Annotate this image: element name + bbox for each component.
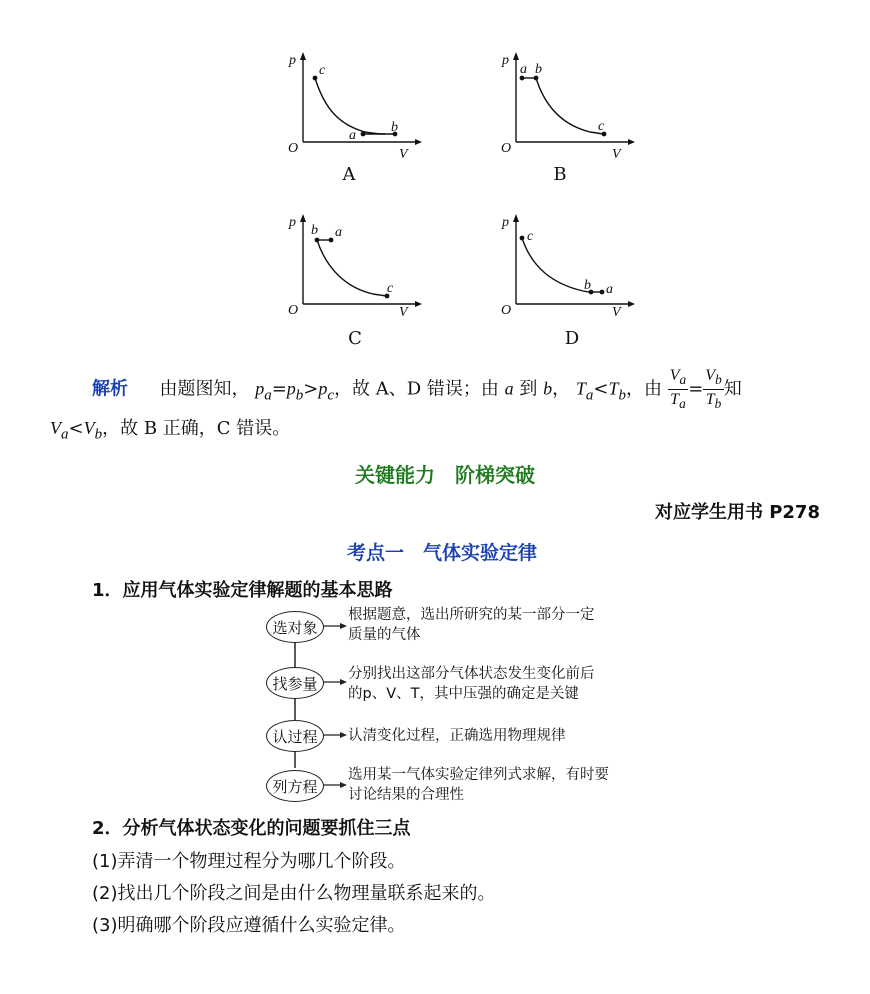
axis-p-label: p (289, 53, 296, 68)
item-2-title: 2．分析气体状态变化的问题要抓住三点 (92, 818, 411, 839)
origin-label: O (288, 303, 299, 318)
var-a: a (504, 378, 514, 399)
topic-title: 考点一 气体实验定律 (347, 542, 538, 564)
fraction-vb-tb: $\frac{V_b}{T_b}$ (705, 367, 722, 412)
axis-v-label: V (399, 147, 408, 162)
list-item: (3)明确哪个阶段应遵循什么实验定律。 (92, 915, 406, 936)
sub-a: a (61, 426, 69, 443)
gt-sign: > (303, 378, 319, 400)
origin-label: O (501, 303, 512, 318)
eq-sign: = (271, 378, 287, 400)
flow-step-identify-process: 认过程 (266, 720, 324, 752)
point-label-b: b (535, 62, 542, 77)
point-label-c: c (387, 281, 394, 296)
point-label-c: c (319, 63, 326, 78)
lt-sign: < (593, 378, 609, 400)
axis-v-label: V (399, 305, 408, 320)
graph-c-label: C (348, 328, 362, 349)
var-b: b (543, 378, 553, 399)
section-title: 关键能力 阶梯突破 (355, 463, 535, 487)
var-p: p (318, 378, 328, 399)
flow-desc-4: 选用某一气体实验定律列式求解，有时要 讨论结果的合理性 (348, 767, 609, 803)
flow-desc-2: 分别找出这部分气体状态发生变化前后 的p、V、T，其中压强的确定是关键 (348, 666, 595, 702)
graph-b-label: B (553, 164, 567, 185)
analysis-text: 由题图知， (159, 378, 250, 400)
point-label-a: a (335, 225, 342, 240)
sub-b: b (618, 387, 626, 404)
flow-desc-1: 根据题意，选出所研究的某一部分一定 质量的气体 (348, 607, 595, 643)
graph-a-label: A (342, 164, 356, 185)
list-item: (2)找出几个阶段之间是由什么物理量联系起来的。 (92, 883, 496, 904)
flow-step-find-params: 找参量 (266, 667, 324, 699)
var-p: p (286, 378, 296, 399)
list-item: (1)弄清一个物理过程分为哪几个阶段。 (92, 851, 406, 872)
graph-c (285, 212, 435, 342)
point-label-a: a (349, 128, 356, 143)
axis-p-label: p (502, 215, 509, 230)
var-t: T (575, 378, 586, 399)
lt-sign: < (68, 418, 84, 439)
analysis-text: ， (552, 378, 571, 400)
var-v: V (83, 418, 95, 438)
graph-d (498, 212, 648, 342)
sub-b: b (94, 426, 103, 443)
point-label-a: a (520, 62, 527, 77)
flow-step-select-object: 选对象 (266, 611, 324, 643)
axis-v-label: V (612, 147, 621, 162)
axis-p-label: p (502, 53, 509, 68)
var-p: p (255, 378, 265, 399)
sub-a: a (585, 387, 594, 404)
analysis-line-2 (50, 414, 290, 449)
analysis-text: 知 (723, 378, 742, 400)
analysis-label: 解析 (92, 378, 128, 400)
graph-b (498, 50, 648, 180)
graph-a (285, 50, 435, 180)
var-v: V (50, 418, 61, 438)
axis-v-label: V (612, 305, 621, 320)
book-reference: 对应学生用书 P278 (654, 502, 820, 523)
flow-step-write-equation: 列方程 (266, 770, 324, 802)
analysis-text: ，故 B 正确，C 错误。 (102, 418, 291, 439)
point-label-b: b (584, 278, 591, 293)
point-label-a: a (606, 282, 613, 297)
origin-label: O (501, 141, 512, 156)
sub-a: a (264, 387, 272, 404)
point-label-b: b (391, 120, 398, 135)
analysis-text: ，由 (626, 378, 662, 400)
item-1-title: 1．应用气体实验定律解题的基本思路 (92, 580, 393, 601)
fraction-va-ta: $\frac{V_a}{T_a}$ (669, 367, 687, 412)
axis-p-label: p (289, 215, 296, 230)
var-t: T (608, 378, 619, 399)
point-label-b: b (311, 223, 318, 238)
analysis-line-1 (92, 366, 832, 413)
point-label-c: c (598, 119, 605, 134)
eq-sign: = (688, 378, 704, 400)
sub-b: b (295, 387, 304, 404)
graph-d-label: D (564, 328, 580, 349)
point-label-c: c (527, 229, 534, 244)
flow-desc-3: 认清变化过程，正确选用物理规律 (348, 728, 566, 744)
sub-c: c (327, 387, 335, 404)
origin-label: O (288, 141, 299, 156)
analysis-text: 到 (519, 378, 538, 400)
analysis-text: ，故 A、D 错误；由 (334, 378, 499, 400)
